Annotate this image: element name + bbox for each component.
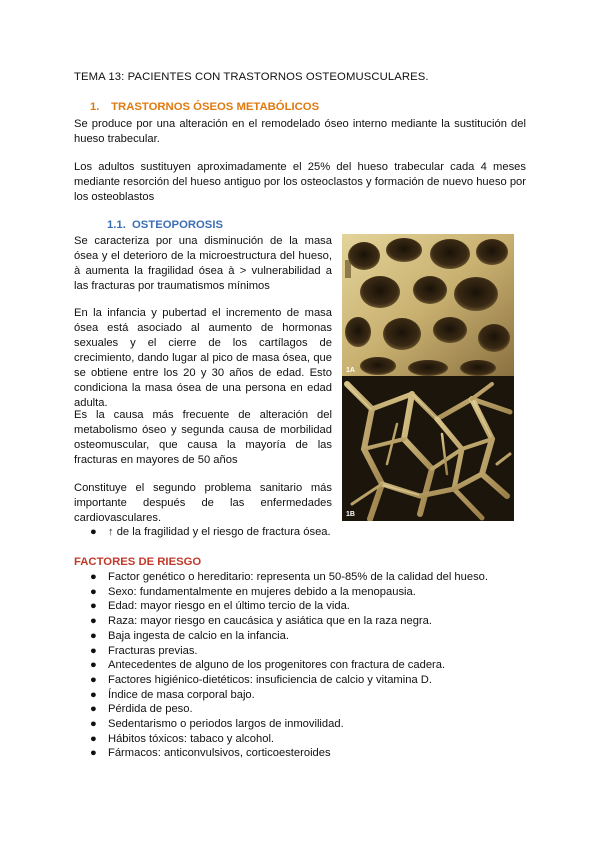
osteoporotic-bone-image — [342, 376, 514, 521]
list-item — [90, 585, 550, 600]
list-item — [90, 717, 550, 732]
list-item-text: Hábitos tóxicos: tabaco y alcohol. — [108, 732, 275, 745]
subsection-heading-text: OSTEOPOROSIS — [131, 219, 224, 231]
section-heading — [90, 100, 319, 115]
bone-micrograph-figure — [342, 234, 514, 521]
bullet-icon: ● — [90, 615, 97, 628]
paragraph: Los adultos sustituyen aproximadamente el 25% del hueso trabecular cada 4 meses mediante resorción del hueso antiguo por los osteoclastos y formación de nuevo hueso por los osteoblastos — [74, 161, 526, 203]
list-item-text: Fármacos: anticonvulsivos, corticoesteroides — [108, 747, 331, 760]
paragraph: Se caracteriza por una disminución de la masa ósea y el deterioro de la microestructura del hueso, à aumenta la fragilidad ósea à > vulnerabilidad a las fracturas por traumatismos mínimos — [74, 235, 332, 292]
bullet-icon: ● — [90, 585, 97, 598]
list-item-text: Antecedentes de alguno de los progenitores con fractura de cadera. — [108, 659, 446, 672]
paragraph: Constituye el segundo problema sanitario más importante después de las enfermedades cardiovasculares. — [74, 482, 332, 524]
list-item — [90, 614, 550, 629]
risk-factors-list — [90, 570, 550, 761]
list-item — [90, 599, 550, 614]
list-item — [90, 644, 550, 659]
paragraph: Se produce por una alteración en el remodelado óseo interno mediante la sustitución del hueso trabecular. — [74, 118, 526, 145]
list-item-text: Baja ingesta de calcio en la infancia. — [108, 629, 289, 642]
list-item-text: Edad: mayor riesgo en el último tercio de la vida. — [108, 600, 350, 613]
list-item-text: Índice de masa corporal bajo. — [108, 688, 255, 701]
list-item — [90, 746, 550, 761]
page-title: TEMA 13: PACIENTES CON TRASTORNOS OSTEOMUSCULARES. — [74, 71, 429, 83]
figure-label-bottom: 1B — [346, 511, 355, 518]
list-item — [90, 629, 550, 644]
list-item — [90, 658, 550, 673]
list-item — [90, 732, 550, 747]
section-heading-text: TRASTORNOS ÓSEOS METABÓLICOS — [111, 101, 320, 113]
list-item-text: Sexo: fundamentalmente en mujeres debido a la menopausia. — [108, 585, 416, 598]
bullet-icon: ● — [90, 747, 97, 760]
list-item-text: Raza: mayor riesgo en caucásica y asiática que en la raza negra. — [108, 615, 432, 628]
list-item-text: Factores higiénico-dietéticos: insuficiencia de calcio y vitamina D. — [108, 673, 432, 686]
bullet-icon: ● — [90, 659, 97, 672]
section-number: 1. — [90, 101, 100, 113]
bullet-icon: ● — [90, 571, 97, 583]
list-item-text: Sedentarismo o periodos largos de inmovilidad. — [108, 718, 344, 731]
bullet-icon: ● — [90, 732, 97, 745]
paragraph: En la infancia y pubertad el incremento de masa ósea está asociado al aumento de hormonas sexuales y el cierre de los cartílagos de crecimiento, dando lugar al pico de masa ósea, que se obtiene entre los 20 y 30 años de edad. Esto condiciona la masa ósea de una persona en edad adulta. — [74, 307, 332, 409]
list-item-text: Pérdida de peso. — [108, 703, 193, 716]
list-item — [90, 702, 550, 717]
bullet-icon: ● — [90, 718, 97, 731]
list-item — [90, 673, 550, 688]
bullet-icon: ● — [90, 703, 97, 716]
list-item — [90, 570, 550, 585]
bullet-icon: ● — [90, 629, 97, 642]
list-item — [90, 688, 550, 703]
figure-label-top: 1A — [346, 367, 355, 374]
list-item — [90, 525, 331, 540]
list-item-text: ↑ de la fragilidad y el riesgo de fractura ósea. — [108, 526, 331, 538]
bullet-icon: ● — [90, 526, 97, 538]
subsection-heading — [107, 218, 223, 233]
paragraph: Es la causa más frecuente de alteración del metabolismo óseo y segunda causa de morbilidad osteomuscular, que causa la mayoría de las fracturas en mayores de 50 años — [74, 409, 332, 466]
list-item-text: Factor genético o hereditario: representa un 50-85% de la calidad del hueso. — [108, 571, 488, 583]
bullet-icon: ● — [90, 600, 97, 613]
subsection-number: 1.1. — [107, 219, 126, 231]
healthy-bone-image — [342, 234, 514, 376]
bullet-icon: ● — [90, 644, 97, 657]
risk-factors-heading: FACTORES DE RIESGO — [74, 556, 202, 568]
bullet-icon: ● — [90, 673, 97, 686]
list-item-text: Fracturas previas. — [108, 644, 198, 657]
bullet-icon: ● — [90, 688, 97, 701]
